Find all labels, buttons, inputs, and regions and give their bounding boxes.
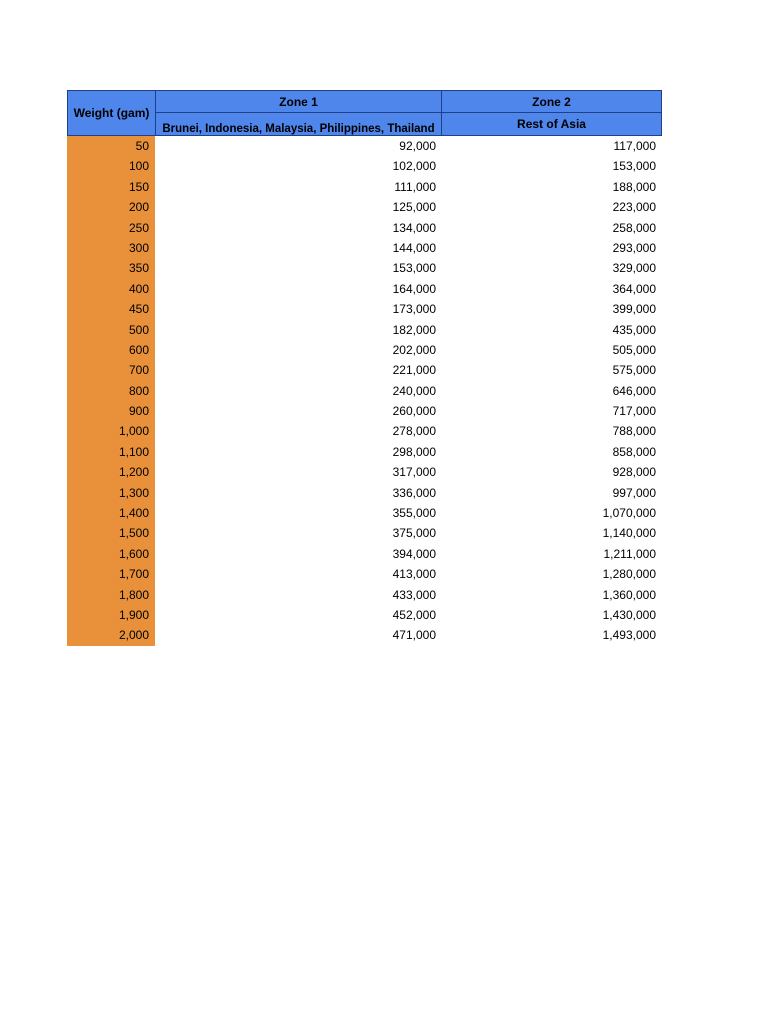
table-row bbox=[67, 238, 662, 258]
table-row bbox=[67, 544, 662, 564]
table-row bbox=[67, 177, 662, 197]
table-row bbox=[67, 401, 662, 421]
zone1-price-cell: 394,000 bbox=[392, 546, 436, 561]
zone2-price-cell: 258,000 bbox=[612, 220, 656, 235]
zone1-header: Zone 1 bbox=[155, 90, 442, 113]
table-row bbox=[67, 605, 662, 625]
table-row bbox=[67, 279, 662, 299]
zone2-price-cell: 1,070,000 bbox=[602, 506, 656, 521]
weight-cell: 700 bbox=[67, 360, 155, 380]
table-row bbox=[67, 197, 662, 217]
zone1-price-cell: 202,000 bbox=[392, 342, 436, 357]
zone1-price-cell: 153,000 bbox=[392, 261, 436, 276]
zone2-price-cell: 293,000 bbox=[612, 240, 656, 255]
zone1-price-cell: 125,000 bbox=[392, 200, 436, 215]
table-row bbox=[67, 320, 662, 340]
table-row bbox=[67, 299, 662, 319]
table-row bbox=[67, 156, 662, 176]
zone2-price-cell: 329,000 bbox=[612, 261, 656, 276]
table-row bbox=[67, 585, 662, 605]
table-row bbox=[67, 136, 662, 156]
zone1-price-cell: 452,000 bbox=[392, 607, 436, 622]
weight-cell: 800 bbox=[67, 381, 155, 401]
weight-cell: 300 bbox=[67, 238, 155, 258]
zone1-price-cell: 221,000 bbox=[392, 363, 436, 378]
weight-cell: 1,800 bbox=[67, 585, 155, 605]
weight-cell: 50 bbox=[67, 136, 155, 156]
zone1-price-cell: 182,000 bbox=[392, 322, 436, 337]
zone1-price-cell: 355,000 bbox=[392, 506, 436, 521]
zone1-price-cell: 298,000 bbox=[392, 444, 436, 459]
zone1-price-cell: 111,000 bbox=[394, 179, 436, 194]
table-row bbox=[67, 483, 662, 503]
zone2-price-cell: 399,000 bbox=[612, 302, 656, 317]
weight-cell: 1,200 bbox=[67, 462, 155, 482]
weight-cell: 1,400 bbox=[67, 503, 155, 523]
zone1-price-cell: 173,000 bbox=[392, 302, 436, 317]
zone1-price-cell: 260,000 bbox=[392, 404, 436, 419]
zone2-price-cell: 505,000 bbox=[612, 342, 656, 357]
zone1-price-cell: 413,000 bbox=[392, 567, 436, 582]
weight-cell: 2,000 bbox=[67, 625, 155, 645]
weight-cell: 200 bbox=[67, 197, 155, 217]
zone2-price-cell: 364,000 bbox=[612, 281, 656, 296]
zone2-price-cell: 575,000 bbox=[612, 363, 656, 378]
zone2-price-cell: 435,000 bbox=[612, 322, 656, 337]
weight-cell: 1,100 bbox=[67, 442, 155, 462]
zone1-price-cell: 164,000 bbox=[392, 281, 436, 296]
weight-cell: 250 bbox=[67, 218, 155, 238]
zone2-header: Zone 2 bbox=[441, 90, 662, 113]
zone1-countries-header bbox=[155, 112, 442, 136]
zone2-price-cell: 1,360,000 bbox=[602, 587, 656, 602]
zone1-price-cell: 92,000 bbox=[399, 139, 436, 153]
zone2-price-cell: 928,000 bbox=[612, 465, 656, 480]
table-row bbox=[67, 503, 662, 523]
zone1-price-cell: 375,000 bbox=[392, 526, 436, 541]
table-row bbox=[67, 360, 662, 380]
table-row bbox=[67, 218, 662, 238]
zone1-price-cell: 240,000 bbox=[392, 383, 436, 398]
table-row bbox=[67, 258, 662, 278]
zone2-price-cell: 1,430,000 bbox=[602, 607, 656, 622]
zone2-price-cell: 858,000 bbox=[612, 444, 656, 459]
table-row bbox=[67, 442, 662, 462]
zone1-price-cell: 433,000 bbox=[392, 587, 436, 602]
weight-cell: 600 bbox=[67, 340, 155, 360]
table-row bbox=[67, 421, 662, 441]
table-row bbox=[67, 523, 662, 543]
table-row bbox=[67, 564, 662, 584]
zone1-price-cell: 278,000 bbox=[392, 424, 436, 439]
table-row bbox=[67, 462, 662, 482]
weight-cell: 500 bbox=[67, 320, 155, 340]
weight-cell: 1,700 bbox=[67, 564, 155, 584]
zone1-countries-text: Brunei, Indonesia, Malaysia, Philippines, Thailand bbox=[162, 123, 435, 135]
weight-column-header: Weight (gam) bbox=[67, 90, 156, 136]
zone2-price-cell: 117,000 bbox=[613, 139, 656, 153]
zone2-price-cell: 997,000 bbox=[612, 485, 656, 500]
zone2-price-cell: 717,000 bbox=[612, 404, 656, 419]
weight-cell: 1,300 bbox=[67, 483, 155, 503]
weight-cell: 100 bbox=[67, 156, 155, 176]
zone2-price-cell: 1,493,000 bbox=[602, 628, 656, 643]
zone1-price-cell: 144,000 bbox=[392, 240, 436, 255]
table-row bbox=[67, 381, 662, 401]
zone2-price-cell: 1,280,000 bbox=[602, 567, 656, 582]
zone2-price-cell: 223,000 bbox=[612, 200, 656, 215]
table-row bbox=[67, 340, 662, 360]
weight-cell: 350 bbox=[67, 258, 155, 278]
weight-cell: 150 bbox=[67, 177, 155, 197]
zone2-region-header: Rest of Asia bbox=[441, 112, 662, 136]
zone2-price-cell: 788,000 bbox=[612, 424, 656, 439]
weight-cell: 1,600 bbox=[67, 544, 155, 564]
weight-cell: 450 bbox=[67, 299, 155, 319]
zone2-price-cell: 153,000 bbox=[612, 159, 656, 174]
zone2-price-cell: 1,140,000 bbox=[602, 526, 656, 541]
table-row bbox=[67, 625, 662, 645]
zone2-price-cell: 646,000 bbox=[612, 383, 656, 398]
weight-cell: 400 bbox=[67, 279, 155, 299]
zone1-price-cell: 102,000 bbox=[392, 159, 436, 174]
weight-cell: 1,900 bbox=[67, 605, 155, 625]
weight-cell: 900 bbox=[67, 401, 155, 421]
zone2-price-cell: 1,211,000 bbox=[603, 546, 656, 561]
table-body bbox=[67, 136, 662, 646]
weight-cell: 1,500 bbox=[67, 523, 155, 543]
zone1-price-cell: 317,000 bbox=[392, 465, 436, 480]
zone1-price-cell: 134,000 bbox=[392, 220, 436, 235]
zone1-price-cell: 336,000 bbox=[392, 485, 436, 500]
zone1-price-cell: 471,000 bbox=[392, 628, 436, 643]
zone2-price-cell: 188,000 bbox=[612, 179, 656, 194]
weight-cell: 1,000 bbox=[67, 421, 155, 441]
